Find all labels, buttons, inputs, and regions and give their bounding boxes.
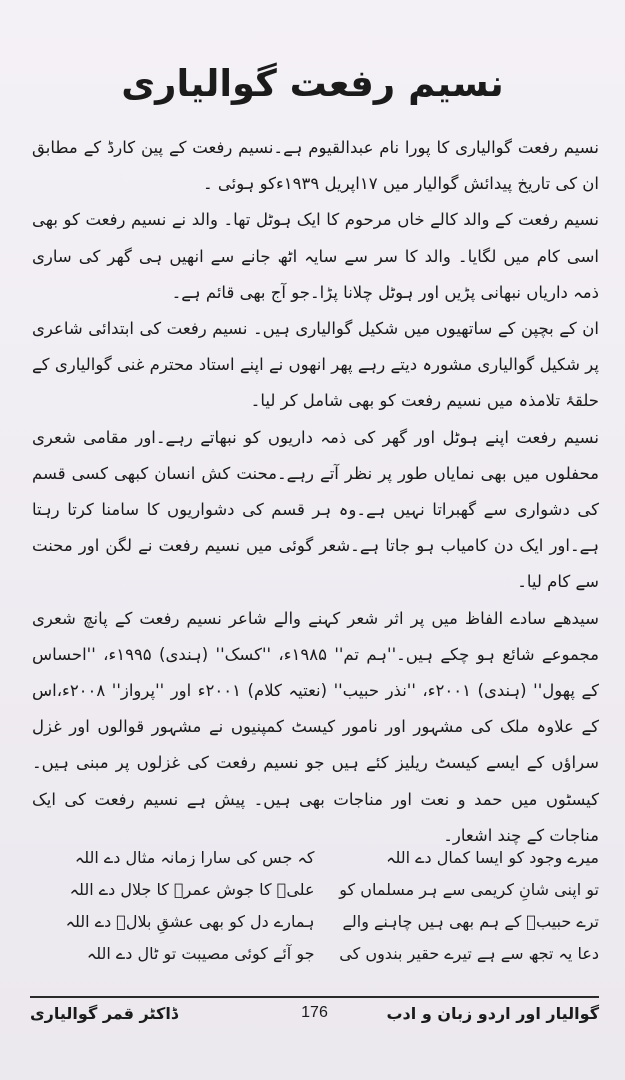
book-title: گوالیار اور اردو زبان و ادب xyxy=(386,1004,599,1023)
poem-first-misra-column xyxy=(315,842,600,970)
poem-couplets xyxy=(30,842,599,970)
author-name: ڈاکٹر قمر گوالیاری xyxy=(30,1004,178,1023)
poem-line: جو آئے کوئی مصیبت تو ٹال دے اللہ xyxy=(86,944,315,963)
poem-second-misra-column xyxy=(30,842,315,970)
poem-line: ترے حبیبؐ کے ہم بھی ہیں چاہنے والے xyxy=(342,912,599,931)
page-number: 176 xyxy=(301,1004,328,1021)
poem-line: تو اپنی شانِ کریمی سے ہر مسلماں کو xyxy=(339,880,599,899)
page-footer xyxy=(30,1004,599,1034)
footer-divider xyxy=(30,996,599,998)
poem-line: میرے وجود کو ایسا کمال دے اللہ xyxy=(386,848,599,867)
paragraph: سیدھے سادے الفاظ میں پر اثر شعر کہنے والے شاعر نسیم رفعت کے پانچ شعری مجموعے شائع ہو چکے ہیں۔''ہم تم'' ۱۹۸۵ء، ''کسک'' (ہندی) ۱۹۹۵ء، ''احساس کے پھول'' (ہندی) ۲۰۰۱ء، ''نذر حبیب'' (نعتیہ کلام) ۲۰۰۱ء اور ''پرواز'' ۲۰۰۸ء،اس کے علاوہ ملک کی مشہور اور نامور کیسٹ کمپنیوں نے مشہور قوالوں اور غزل سراؤں کے ایسے کیسٹ ریلیز کئے ہیں جو نسیم رفعت کی غزلوں پر مبنی ہیں۔کیسٹوں میں حمد و نعت اور مناجات بھی ہیں۔ پیش ہے نسیم رفعت کی ایک مناجات کے چند اشعار۔ xyxy=(32,608,600,845)
article-body xyxy=(32,130,599,854)
poem-line: ہمارے دل کو بھی عشقِ بلالؓ دے اللہ xyxy=(65,912,315,931)
page-title: نسیم رفعت گوالیاری xyxy=(121,62,504,105)
poem-line: علیؓ کا جوش عمرؓ کا جلال دے اللہ xyxy=(69,880,315,899)
poem-line: دعا یہ تجھ سے ہے تیرے حقیر بندوں کی xyxy=(339,944,599,963)
paragraph: نسیم رفعت گوالیاری کا پورا نام عبدالقیوم ہے۔نسیم رفعت کے پین کارڈ کے مطابق ان کی تاریخ پیدائش گوالیار میں ۱۷اپریل ۱۹۳۹ءکو ہوئی ۔ xyxy=(32,138,599,194)
paragraph: نسیم رفعت اپنے ہوٹل اور گھر کی ذمہ داریوں کو نبھاتے رہے۔اور مقامی شعری محفلوں میں بھی نمایاں طور پر نظر آتے رہے۔محنت کش انسان کبھی کسی قسم کی دشواری سے گھبراتا نہیں ہے۔وہ ہر قسم کی دشواریوں کا سامنا کرتا رہتا ہے۔اور ایک دن کامیاب ہو جاتا ہے۔شعر گوئی میں نسیم رفعت نے لگن اور محنت سے کام لیا۔ xyxy=(32,427,599,592)
poem-line: کہ جس کی سارا زمانہ مثال دے اللہ xyxy=(74,848,315,867)
paragraph: نسیم رفعت کے والد کالے خاں مرحوم کا ایک ہوٹل تھا۔ والد نے نسیم رفعت کو بھی اسی کام میں لگایا۔ والد کا سر سے سایہ اٹھ جانے سے انھیں ہی گھر کی ساری ذمہ داریاں نبھانی پڑیں اور ہوٹل چلانا پڑا۔جو آج بھی قائم ہے۔ xyxy=(32,210,599,302)
paragraph: ان کے بچپن کے ساتھیوں میں شکیل گوالیاری ہیں۔ نسیم رفعت کی ابتدائی شاعری پر شکیل گوالیاری مشورہ دیتے رہے پھر انھوں نے اپنے استاد محترم غنی گوالیاری کے حلقۂ تلامذہ میں نسیم رفعت کو بھی شامل کر لیا۔ xyxy=(32,319,599,411)
